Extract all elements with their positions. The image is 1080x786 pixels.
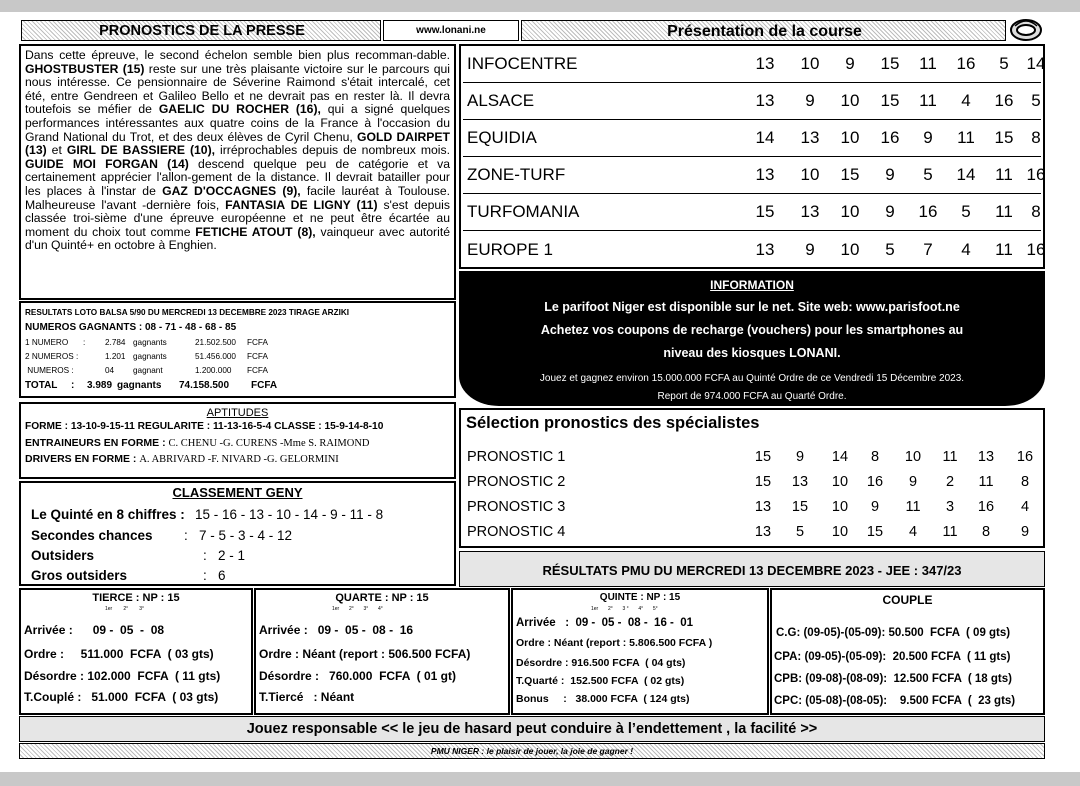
tierce-arrivee: Arrivée : 09 - 05 - 08 <box>24 623 165 637</box>
loto-total-cell: TOTAL <box>25 380 58 391</box>
presentation-number: 9 <box>805 91 815 110</box>
presentation-number: 13 <box>755 54 775 73</box>
information-line2: Achetez vos coupons de recharge (vouchers) pour les smartphones au <box>540 323 964 337</box>
presentation-number: 10 <box>840 91 860 110</box>
quarte-box <box>254 588 510 715</box>
quinte-box <box>511 588 769 715</box>
presentation-number: 9 <box>805 239 815 259</box>
presentation-source: EUROPE 1 <box>467 239 553 259</box>
presentation-source: ZONE-TURF <box>467 165 566 184</box>
geny-out-value: : 2 - 1 <box>203 548 246 563</box>
selection-number: 15 <box>866 523 884 540</box>
geny-out-label: Outsiders <box>31 548 95 563</box>
presentation-number: 15 <box>840 165 860 184</box>
information-title: INFORMATION <box>710 278 794 292</box>
aptitudes-forme: FORME : 13-10-9-15-11 REGULARITE : 11-13-16-5-4 CLASSE : 15-9-14-8-10 <box>25 421 384 432</box>
quinte-positions: 1er 2° 3 ° 4° 5° <box>591 606 658 612</box>
presentation-row <box>463 194 1041 231</box>
loto-cell: 1.201 <box>105 352 126 361</box>
loto-total-cell: 3.989 <box>87 380 113 391</box>
aptitudes-title: APTITUDES <box>206 407 269 419</box>
article-horse-name: GUIDE MOI FORGAN (14) <box>25 156 189 171</box>
selection-label: PRONOSTIC 4 <box>467 523 566 540</box>
presentation-number: 11 <box>957 128 975 147</box>
information-line4: Jouez et gagnez environ 15.000.000 FCFA au Quinté Ordre de ce Vendredi 15 Décembre 2023. <box>539 373 965 384</box>
quarte-desordre: Désordre : 760.000 FCFA ( 01 gt) <box>259 669 456 683</box>
presentation-row <box>463 231 1046 268</box>
information-line1: Le parifoot Niger est disponible sur le net. Site web: www.parisfoot.ne <box>544 300 960 314</box>
quinte-arrivee: Arrivée : 09 - 05 - 08 - 16 - 01 <box>516 617 694 629</box>
aptitudes-box <box>19 402 456 479</box>
presentation-source: EQUIDIA <box>467 128 537 147</box>
footer-slogan-bar <box>19 716 1045 742</box>
tierce-tcouple: T.Couplé : 51.000 FCFA ( 03 gts) <box>24 690 219 704</box>
website-box[interactable] <box>383 20 519 41</box>
selection-number: 8 <box>870 448 880 465</box>
loto-total-cell: FCFA <box>251 380 278 391</box>
presentation-number: 10 <box>840 128 860 147</box>
selection-row <box>463 469 1041 494</box>
presentation-number: 13 <box>755 165 775 184</box>
loto-cell: 21.502.500 <box>195 338 236 347</box>
selection-number: 16 <box>1016 448 1034 465</box>
quinte-ordre: Ordre : Néant (report : 5.806.500 FCFA ) <box>516 637 713 649</box>
selection-number: 13 <box>791 473 809 490</box>
selection-number: 9 <box>870 498 880 515</box>
article-text: et <box>46 143 67 158</box>
loto-cell: 2.784 <box>105 338 126 347</box>
selection-number: 15 <box>791 498 809 515</box>
presentation-number: 16 <box>880 128 900 147</box>
presentation-number: 14 <box>1026 54 1046 73</box>
presentation-row <box>463 83 1041 120</box>
presentation-number: 11 <box>919 54 937 73</box>
presentation-number: 14 <box>755 128 775 147</box>
article-text: facile lauréat à Toulouse. Malheureuse l'avant -dernière fois, <box>25 183 450 212</box>
presentation-number: 16 <box>1026 165 1046 184</box>
loto-total-cell: 74.158.500 <box>179 380 230 391</box>
presentation-number: 13 <box>755 91 775 110</box>
selection-number: 13 <box>754 498 772 515</box>
selection-box <box>459 408 1045 548</box>
presentation-number: 15 <box>880 91 900 110</box>
information-line5: Report de 974.000 FCFA au Quarté Ordre. <box>657 391 847 402</box>
presentation-table <box>459 44 1045 269</box>
selection-number: 11 <box>905 498 921 515</box>
tierce-ordre: Ordre : 511.000 FCFA ( 03 gts) <box>24 647 214 661</box>
loto-cell: FCFA <box>247 352 268 361</box>
article-text: qui a signé quelques performances intéressantes aux quatre coins de la France à l'occasion du Grand National du Trot, et des deux élèves de Cyril Chenu, <box>25 102 451 144</box>
selection-label: PRONOSTIC 2 <box>467 473 566 490</box>
article-horse-name: GAELIC DU ROCHER (16), <box>158 102 321 117</box>
presentation-number: 8 <box>1031 202 1041 221</box>
presentation-number: 5 <box>961 202 971 221</box>
presentation-source: ALSACE <box>467 91 535 110</box>
aptitudes-entraineurs <box>25 437 369 449</box>
entraineurs-label: ENTRAINEURS EN FORME : <box>25 437 169 449</box>
loto-cell: 51.456.000 <box>195 352 236 361</box>
couple-cpa: CPA: (09-05)-(05-09): 20.500 FCFA ( 11 gts) <box>774 651 1011 663</box>
loto-winning-numbers: NUMEROS GAGNANTS : 08 - 71 - 48 - 68 - 85 <box>25 322 237 333</box>
presentation-number: 13 <box>800 202 820 221</box>
selection-number: 9 <box>795 448 805 465</box>
quarte-arrivee: Arrivée : 09 - 05 - 08 - 16 <box>259 623 414 637</box>
presentation-number: 4 <box>961 91 971 110</box>
selection-title: Sélection pronostics des spécialistes <box>466 414 760 432</box>
presentation-number: 16 <box>1026 239 1046 259</box>
footer-slogan: Jouez responsable << le jeu de hasard peut conduire à l’endettement , la facilité >> <box>246 721 818 737</box>
selection-number: 16 <box>977 498 995 515</box>
tierce-desordre: Désordre : 102.000 FCFA ( 11 gts) <box>24 669 221 683</box>
article-text: vainqueur avec autorité d'un Quinté+ en octobre à Enghien. <box>25 224 450 253</box>
selection-number: 10 <box>904 448 922 465</box>
loto-cell: FCFA <box>247 338 268 347</box>
article-horse-name: FETICHE ATOUT (8), <box>195 224 316 239</box>
information-line3: niveau des kiosques LONANI. <box>663 346 841 360</box>
selection-number: 4 <box>1020 498 1030 515</box>
loto-cell: NUMEROS : <box>25 366 74 375</box>
top-band <box>0 0 1080 12</box>
website-link[interactable]: www.lonani.ne <box>416 25 486 36</box>
selection-number: 11 <box>978 473 994 490</box>
presentation-number: 7 <box>923 239 933 259</box>
loto-total-cell: gagnants <box>117 380 162 391</box>
loto-cell: : <box>83 338 86 347</box>
selection-number: 9 <box>1020 523 1030 540</box>
presentation-number: 16 <box>918 202 938 221</box>
loto-total-cell: : <box>71 380 75 391</box>
article-text: s'est depuis classée troi-sième d'une épreuve européenne et ne peut être écartée au moment du choix tout comme <box>25 197 450 239</box>
quinte-title: QUINTE : NP : 15 <box>599 592 681 603</box>
loto-cell: 04 <box>105 366 115 375</box>
couple-cg: C.G: (09-05)-(05-09): 50.500 FCFA ( 09 gts) <box>776 627 1011 639</box>
selection-number: 14 <box>831 448 849 465</box>
loto-cell: 2 NUMEROS : <box>25 352 79 361</box>
quinte-tquarte: T.Quarté : 152.500 FCFA ( 02 gts) <box>516 675 685 687</box>
geny-title: CLASSEMENT GENY <box>172 485 303 500</box>
loto-cell: gagnants <box>133 338 167 347</box>
selection-row <box>463 444 1041 469</box>
geny-q8-label: Le Quinté en 8 chiffres : <box>31 507 185 522</box>
selection-label: PRONOSTIC 1 <box>467 448 566 465</box>
footer-tagline-bar <box>19 743 1045 759</box>
loto-cell: gagnant <box>133 366 163 375</box>
presentation-number: 10 <box>800 165 820 184</box>
header-right-title: Présentation de la course <box>667 23 862 40</box>
aptitudes-drivers <box>25 453 339 465</box>
presentation-number: 16 <box>956 54 976 73</box>
article-text: Dans cette épreuve, le second échelon semble bien plus recomman-dable. <box>25 48 450 62</box>
presentation-number: 15 <box>994 128 1014 147</box>
selection-number: 13 <box>754 523 772 540</box>
selection-number: 11 <box>942 523 958 540</box>
selection-number: 16 <box>866 473 884 490</box>
selection-number: 10 <box>831 498 849 515</box>
presentation-number: 5 <box>885 239 895 259</box>
selection-label: PRONOSTIC 3 <box>467 498 566 515</box>
selection-number: 3 <box>945 498 955 515</box>
presentation-number: 13 <box>755 239 775 259</box>
geny-gros-value: : 6 <box>203 568 226 583</box>
article-text: irréprochables depuis de nombreux mois. <box>215 143 450 158</box>
quinte-desordre: Désordre : 916.500 FCFA ( 04 gts) <box>516 657 686 669</box>
geny-q8-value: 15 - 16 - 13 - 10 - 14 - 9 - 11 - 8 <box>195 507 384 522</box>
bottom-band <box>0 772 1080 786</box>
selection-number: 15 <box>754 473 772 490</box>
selection-number: 8 <box>1020 473 1030 490</box>
pmu-title: RÉSULTATS PMU DU MERCREDI 13 DECEMBRE 2023 - JEE : 347/23 <box>542 563 962 578</box>
presentation-source: INFOCENTRE <box>467 54 578 73</box>
presentation-number: 5 <box>1031 91 1041 110</box>
presentation-number: 15 <box>755 202 775 221</box>
quarte-positions: 1er 2° 3° 4° <box>332 606 383 612</box>
quinte-bonus: Bonus : 38.000 FCFA ( 124 gts) <box>516 693 690 705</box>
footer-tagline: PMU NIGER : le plaisir de jouer, la joie de gagner ! <box>430 746 634 756</box>
presentation-number: 11 <box>919 91 937 110</box>
article-horse-name: FANTASIA DE LIGNY (11) <box>225 197 378 212</box>
drivers-label: DRIVERS EN FORME : <box>25 453 140 465</box>
article-text: reste sur une très plaisante victoire sur le parcours qui nous intéresse. Ce pensionnaire de Séverine Raimond s'était intercalé, cet été, entre Gendreen et Galileo Bello et ne devrait pas en rester là. Il devra toutefois se méfier de <box>25 61 450 117</box>
selection-number: 10 <box>831 473 849 490</box>
article-horse-name: GAZ D'OCCAGNES (9), <box>162 183 301 198</box>
tierce-title: TIERCE : NP : 15 <box>92 592 180 604</box>
loto-cell: 1 NUMERO <box>25 338 69 347</box>
presentation-number: 8 <box>1031 128 1041 147</box>
selection-row <box>463 494 1041 519</box>
selection-number: 10 <box>831 523 849 540</box>
presentation-number: 9 <box>885 165 895 184</box>
article-box <box>19 44 456 300</box>
presentation-number: 9 <box>845 54 855 73</box>
presentation-number: 10 <box>840 202 860 221</box>
loto-cell: 1.200.000 <box>195 366 232 375</box>
drivers-value: A. ABRIVARD -F. NIVARD -G. GELORMINI <box>139 454 339 465</box>
geny-sec-label: Secondes chances <box>31 528 153 543</box>
loto-title: RESULTATS LOTO BALSA 5/90 DU MERCREDI 13 DECEMBRE 2023 TIRAGE ARZIKI <box>25 308 350 317</box>
selection-row <box>463 519 1041 544</box>
loto-cell: FCFA <box>247 366 268 375</box>
entraineurs-value: C. CHENU -G. CURENS -Mme S. RAIMOND <box>168 438 370 449</box>
selection-number: 4 <box>908 523 918 540</box>
presentation-row <box>463 120 1041 157</box>
presentation-number: 11 <box>995 165 1013 184</box>
article-horse-name: GHOSTBUSTER (15) <box>25 61 145 76</box>
presentation-number: 4 <box>961 239 971 259</box>
quarte-title: QUARTE : NP : 15 <box>335 592 429 604</box>
geny-gros-label: Gros outsiders <box>31 568 128 583</box>
article-horse-name: GIRL DE BASSIERE (10), <box>66 143 216 158</box>
tierce-positions: 1er 2° 3° <box>105 606 145 612</box>
presentation-source: TURFOMANIA <box>467 202 580 221</box>
geny-box <box>19 481 456 586</box>
article-horse-name: GOLD DAIRPET (13) <box>25 129 451 158</box>
selection-number: 13 <box>977 448 995 465</box>
selection-number: 2 <box>945 473 955 490</box>
rope-logo-icon <box>1009 18 1043 42</box>
presentation-number: 10 <box>800 54 820 73</box>
loto-cell: gagnants <box>133 352 167 361</box>
presentation-number: 11 <box>995 239 1013 259</box>
presentation-number: 9 <box>923 128 933 147</box>
press-article <box>21 46 454 256</box>
selection-number: 11 <box>942 448 958 465</box>
couple-cpb: CPB: (09-08)-(08-09): 12.500 FCFA ( 18 gts) <box>774 673 1012 685</box>
pmu-title-bar <box>459 551 1045 587</box>
selection-number: 9 <box>908 473 918 490</box>
selection-number: 5 <box>795 523 805 540</box>
loto-results-box <box>19 301 456 398</box>
presentation-number: 13 <box>800 128 820 147</box>
article-text: descend quelque peu de catégorie et va certainement apprécier l'allon-gement de la distance. Il devrait batailler pour les places à l'instar de <box>25 156 450 198</box>
presentation-number: 15 <box>880 54 900 73</box>
couple-title: COUPLE <box>882 593 933 607</box>
header-right-title-bar <box>521 20 1006 41</box>
selection-number: 15 <box>754 448 772 465</box>
presentation-number: 10 <box>840 239 860 259</box>
couple-cpc: CPC: (05-08)-(08-05): 9.500 FCFA ( 23 gts) <box>774 695 1016 707</box>
quarte-ordre: Ordre : Néant (report : 506.500 FCFA) <box>259 647 471 661</box>
header-left-title: PRONOSTICS DE LA PRESSE <box>99 23 305 39</box>
presentation-number: 5 <box>923 165 933 184</box>
presentation-row <box>463 157 1046 194</box>
presentation-row <box>463 46 1046 83</box>
couple-box <box>770 588 1045 715</box>
presentation-number: 14 <box>956 165 976 184</box>
information-box <box>459 271 1045 406</box>
quarte-ttierce: T.Tiercé : Néant <box>259 690 355 704</box>
presentation-number: 9 <box>885 202 895 221</box>
presentation-number: 5 <box>999 54 1009 73</box>
tierce-box <box>19 588 253 715</box>
header-left-title-bar <box>21 20 381 41</box>
selection-number: 8 <box>981 523 991 540</box>
geny-sec-value: : 7 - 5 - 3 - 4 - 12 <box>184 528 293 543</box>
presentation-number: 16 <box>994 91 1014 110</box>
presentation-number: 11 <box>995 202 1013 221</box>
